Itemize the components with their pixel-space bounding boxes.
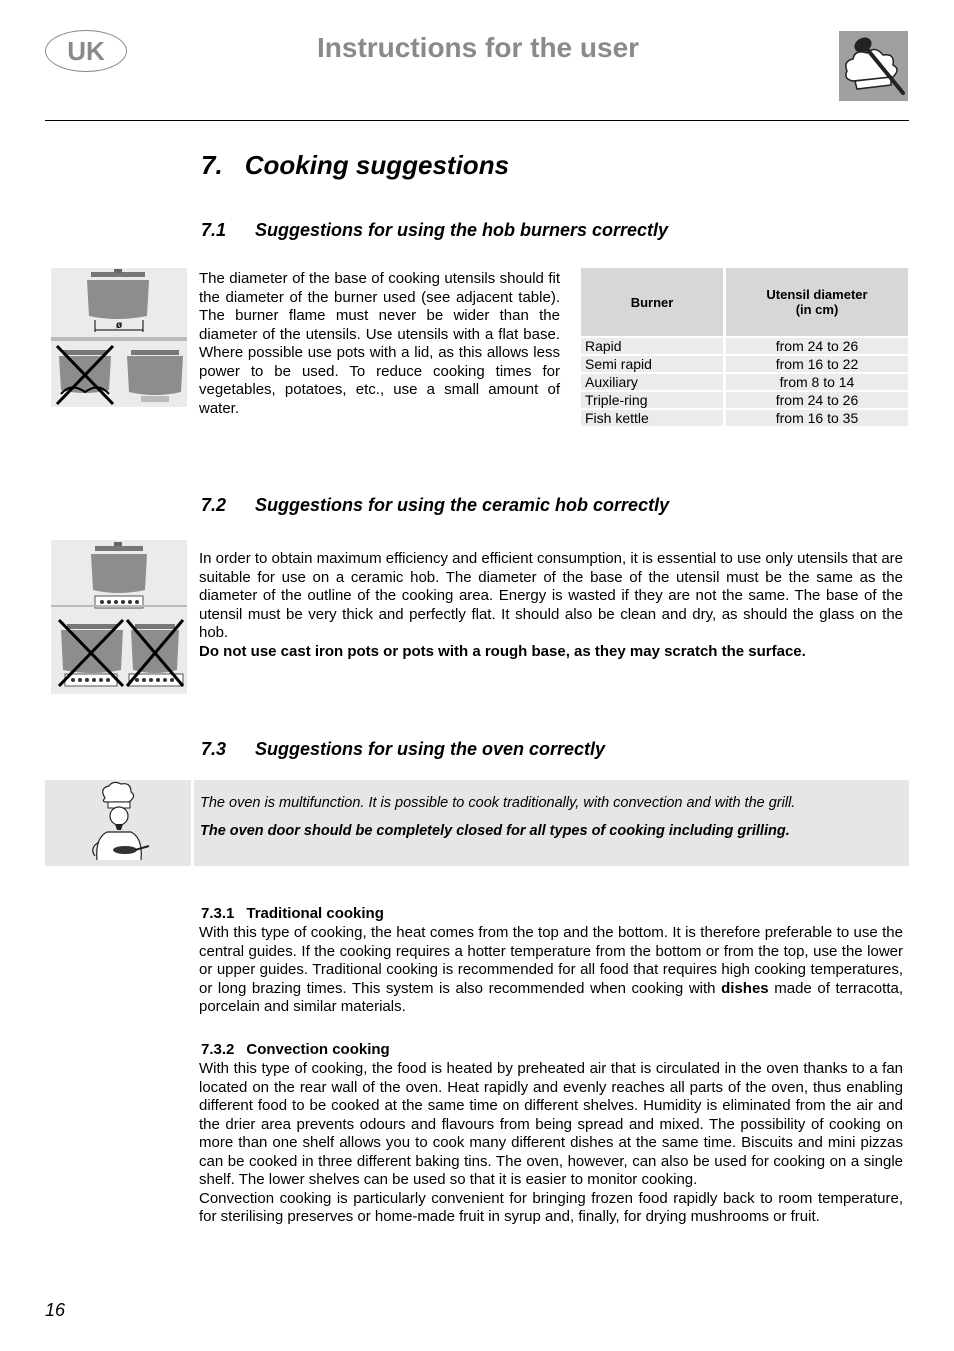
table-row — [581, 338, 908, 354]
table-row — [581, 374, 908, 390]
page-number: 16 — [45, 1300, 66, 1320]
cell-burner: Fish kettle — [581, 410, 723, 426]
table-row — [581, 410, 908, 426]
cell-burner: Triple-ring — [581, 392, 723, 408]
subsection-7-2-heading — [201, 495, 801, 519]
burner-pots-illustration — [51, 268, 187, 407]
traditional-text-part: With this type of cooking, the heat comes from the top and the bottom. It is therefore preferable to use the central guides. If the cooking requires a hotter temperature from the bottom or from the top, use the lower or upper guides. Traditional cooking is recommended for all food that requires high cooking temperatures, or long brazing times. This system is also recommended when cooking with — [199, 924, 903, 997]
convection-paragraph-1: With this type of cooking, the food is heated by preheated air that is circulated in the oven thanks to a fan located on the rear wall of the oven. Heat rapidly and evenly reaches all parts of the oven, thus enabling different food to be cooked at the same time on different shelves. Humidity is eliminated from the air and the drier area prevents odours and flavours from being spread and mixed. The possibility of cooking on more than one shelf allows you to cook many different dishes at the same time. Biscuits and mini pizzas can be cooked in three different baking tins. The oven, however, can also be used for cooking on a single shelf. The lower shelves can be used so that it is easier to monitor cooking. — [199, 1060, 903, 1188]
cell-burner: Auxiliary — [581, 374, 723, 390]
burner-table — [578, 266, 911, 428]
subsection-number: 7.3.1 — [201, 905, 235, 922]
subsection-number: 7.1 — [201, 220, 227, 240]
subsection-number: 7.3.2 — [201, 1041, 235, 1058]
subsection-title: Convection cooking — [246, 1041, 390, 1058]
table-header-burner: Burner — [581, 268, 723, 336]
traditional-text-bold: dishes — [721, 979, 769, 997]
subsection-7-3-1-heading — [201, 905, 601, 922]
cell-diameter: from 24 to 26 — [726, 338, 908, 354]
convection-paragraph-2: Convection cooking is particularly convenient for bringing frozen food rapidly back to room temperature, for sterilising preserves or home-made fruit in syrup and, finally, for drying mushrooms or fruit. — [199, 1189, 903, 1225]
table-row — [581, 356, 908, 372]
header-title: Instructions for the user — [317, 32, 640, 63]
table-header-diameter: Utensil diameter (in cm) — [726, 268, 908, 336]
section-title — [201, 150, 509, 181]
section-title-text: Cooking suggestions — [244, 150, 510, 180]
diameter-symbol: ø — [115, 320, 123, 331]
cell-diameter: from 8 to 14 — [726, 374, 908, 390]
chef-hat-spoon-icon — [839, 31, 908, 101]
burner-table-wrapper — [578, 266, 911, 428]
uk-label: UK — [67, 35, 105, 66]
ceramic-hob-text: In order to obtain maximum efficiency and efficient consumption, it is essential to use only utensils that are suitable for use on a ceramic hob. The diameter of the base of the utensil must be the same as the diameter of the outline of the cooking area. Energy is wasted if they are not the same. The base of the utensil must be very thick and perfectly flat. It should also be clean and dry, as should the glass on the hob. — [199, 550, 903, 641]
subsection-title: Suggestions for using the ceramic hob correctly — [255, 495, 670, 515]
subsection-number: 7.2 — [201, 495, 227, 515]
subsection-title: Suggestions for using the oven correctly — [255, 739, 606, 759]
subsection-number: 7.3 — [201, 739, 227, 759]
cell-diameter: from 16 to 35 — [726, 410, 908, 426]
traditional-text-part: made of terracotta, porcelain and similar materials. — [199, 979, 903, 1015]
subsection-7-3-heading — [201, 739, 801, 763]
oven-note-2: The oven door should be completely closed for all types of cooking including grilling. — [200, 823, 790, 839]
subsection-title: Traditional cooking — [246, 905, 384, 922]
subsection-title: Suggestions for using the hob burners correctly — [255, 220, 669, 240]
traditional-cooking-text — [199, 924, 903, 1017]
cell-diameter: from 16 to 22 — [726, 356, 908, 372]
subsection-7-1-heading — [201, 220, 801, 244]
uk-badge — [45, 30, 127, 72]
convection-cooking-text — [199, 1060, 903, 1227]
cell-diameter: from 24 to 26 — [726, 392, 908, 408]
subsection-7-2-text — [199, 550, 903, 661]
cell-burner: Rapid — [581, 338, 723, 354]
section-number: 7. — [201, 150, 223, 180]
chef-icon — [45, 780, 194, 866]
ceramic-hob-warning: Do not use cast iron pots or pots with a rough base, as they may scratch the surface. — [199, 642, 806, 660]
header-rule — [45, 120, 909, 121]
subsection-7-3-2-heading — [201, 1041, 601, 1058]
subsection-7-1-text: The diameter of the base of cooking utensils should fit the diameter of the burner used (see adjacent table). The burner flame must never be wider than the diameter of the utensils. Use utensils with a flat base. Where possible use pots with a lid, as this allows less power to be used. To reduce cooking times for vegetables, potatoes, etc., use a small amount of water. — [199, 270, 560, 417]
table-row — [581, 392, 908, 408]
cell-burner: Semi rapid — [581, 356, 723, 372]
ceramic-hob-pots-illustration — [51, 540, 187, 694]
oven-note-1: The oven is multifunction. It is possible to cook traditionally, with convection and with the grill. — [200, 795, 796, 811]
